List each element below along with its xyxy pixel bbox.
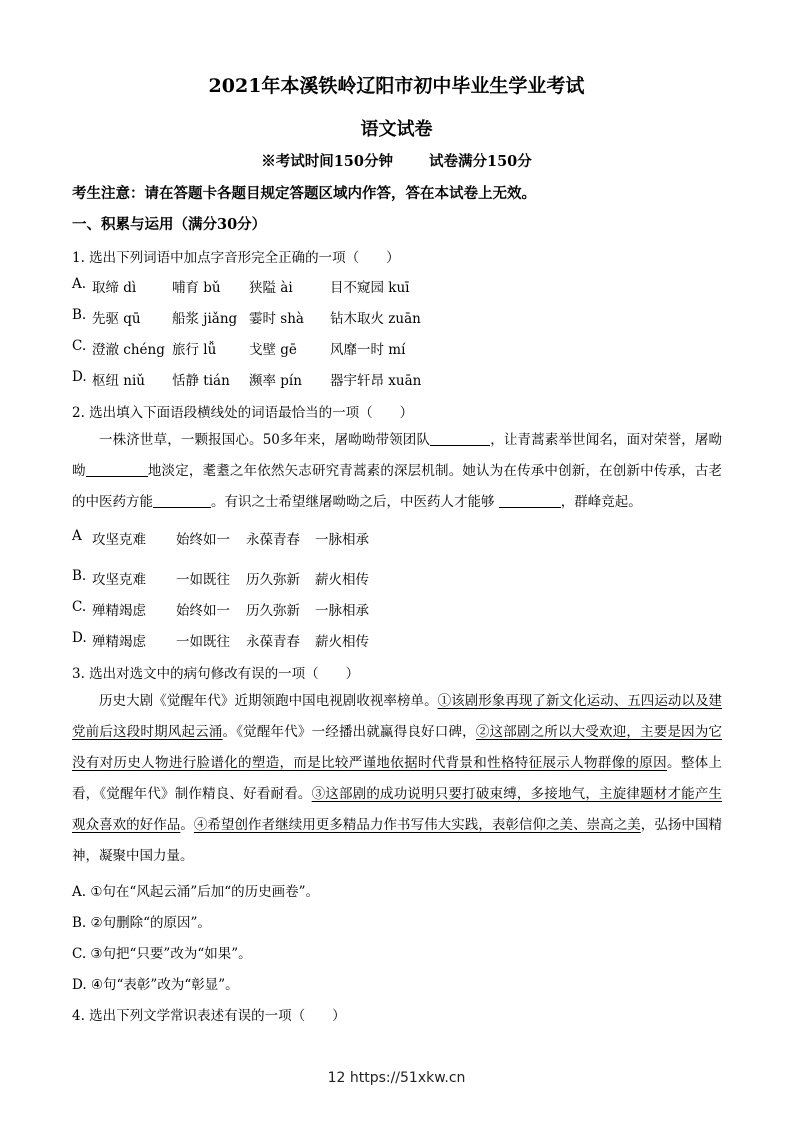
option-word: 霎时 shà bbox=[249, 311, 304, 327]
option-word: 恬静 tián bbox=[172, 373, 230, 389]
exam-title: 2021年本溪铁岭辽阳市初中毕业生学业考试 bbox=[208, 75, 585, 97]
answer-blank-4[interactable] bbox=[499, 493, 561, 508]
q2-option-b[interactable] bbox=[72, 568, 369, 588]
passage-text: 呦呦 bbox=[72, 432, 723, 479]
q3-option-c[interactable]: C. ③句把“只要”改为“如果”。 bbox=[72, 946, 252, 962]
option-word: 狭隘 ài bbox=[249, 280, 293, 296]
option-word: 澄澈 chéng bbox=[92, 342, 165, 358]
option-word: 始终如一 bbox=[176, 603, 230, 619]
option-word: 殚精竭虑 bbox=[92, 634, 146, 650]
q2-stem: 2. 选出填入下面语段横线处的词语最恰当的一项（ ） bbox=[72, 405, 414, 421]
q2-option-c[interactable] bbox=[72, 599, 369, 619]
option-label: B. bbox=[72, 307, 87, 323]
page-footer: 12 https://51xkw.cn bbox=[327, 1070, 466, 1086]
option-word: 风靡一时 mí bbox=[330, 342, 406, 358]
passage-text: 。整体上看，《觉醒年代》制作精良、好看耐看。 bbox=[72, 755, 723, 802]
q1-option-d[interactable] bbox=[72, 369, 422, 389]
q3-option-b[interactable]: B. ②句删除“的原因”。 bbox=[72, 915, 211, 931]
passage-text: 一株济世草，一颗报国心。50多年来，屠呦呦带领团队 bbox=[99, 432, 431, 448]
passage-text: 地淡定，耄耋之年依然矢志研究青蒿素的深层机制。她认为在传承中创新，在创新中传承， bbox=[147, 463, 695, 479]
option-word: 历久弥新 bbox=[246, 603, 300, 619]
q3-stem: 3. 选出对选文中的病句修改有误的一项（ ） bbox=[72, 666, 360, 682]
q1-option-c[interactable] bbox=[72, 338, 406, 358]
passage-text: ，让青蒿素举世闻名，面对荣誉，屠 bbox=[490, 432, 709, 448]
exam-score: 试卷满分150分 bbox=[429, 153, 532, 170]
option-word: 船浆 jiǎng bbox=[172, 311, 238, 327]
option-word: 始终如一 bbox=[176, 532, 230, 548]
option-label: A bbox=[72, 528, 82, 544]
sentence-1: ①该剧形象再现了新文化运动、五四运动以及建党前后这段时期风起云涌 bbox=[72, 693, 723, 740]
option-word: 哺育 bǔ bbox=[172, 280, 221, 296]
answer-blank-3[interactable] bbox=[153, 493, 211, 508]
option-word: 旅行 lǚ bbox=[172, 342, 217, 358]
option-label: A. bbox=[72, 276, 87, 292]
option-word: 攻坚克难 bbox=[92, 532, 146, 548]
option-label: D. bbox=[72, 630, 87, 646]
option-word: 一如既往 bbox=[176, 634, 230, 650]
option-label: C. bbox=[72, 338, 87, 354]
passage-text: 。 bbox=[180, 817, 194, 833]
sentence-2: ②这部剧之所以大受欢迎，主要是因为它没有对历史人物进行脸谱化的塑造，而是比较严谨地依据时代背景和性格特征展示人物群像的原因 bbox=[72, 724, 723, 771]
q2-option-d[interactable] bbox=[72, 630, 369, 650]
passage-text: 。有识之士希望继屠呦呦之后，中医药人才能够 bbox=[211, 494, 495, 510]
exam-time: ※考试时间150分钟 bbox=[261, 153, 393, 170]
passage-text: 历史大剧《觉醒年代》近期领跑中国电视剧收视率榜单。 bbox=[99, 693, 438, 709]
passage-text: 古老的中医药方能 bbox=[72, 463, 723, 510]
option-word: 目不窥园 kuī bbox=[330, 280, 410, 296]
q3-passage bbox=[72, 686, 722, 872]
option-word: 一脉相承 bbox=[315, 532, 369, 548]
option-word: 钻木取火 zuān bbox=[330, 311, 421, 327]
q3-option-d[interactable]: D. ④句“表彰”改为“彰显”。 bbox=[72, 977, 239, 993]
passage-text: ，群峰竞起。 bbox=[560, 494, 642, 510]
option-word: 历久弥新 bbox=[246, 572, 300, 588]
option-word: 戈壁 gē bbox=[249, 342, 297, 358]
option-word: 薪火相传 bbox=[315, 572, 369, 588]
option-word: 濒率 pín bbox=[249, 373, 302, 389]
option-word: 攻坚克难 bbox=[92, 572, 146, 588]
passage-text: 。《觉醒年代》一经播出就赢得良好口碑， bbox=[222, 724, 476, 740]
q3-option-a[interactable]: A. ①句在“风起云涌”后加“的历史画卷”。 bbox=[72, 884, 320, 900]
exam-subtitle: 语文试卷 bbox=[360, 119, 433, 140]
option-word: 器宇轩昂 xuān bbox=[330, 373, 422, 389]
option-word: 一如既往 bbox=[176, 572, 230, 588]
sentence-4: ④希望创作者继续用更多精品力作书写伟大实践，表彰信仰之美、崇高之美 bbox=[193, 817, 641, 833]
q2-option-a[interactable] bbox=[72, 528, 369, 548]
exam-info bbox=[0, 150, 793, 171]
option-word: 永葆青春 bbox=[246, 634, 300, 650]
option-word: 永葆青春 bbox=[246, 532, 300, 548]
option-word: 枢纽 niǔ bbox=[92, 373, 145, 389]
q1-option-b[interactable] bbox=[72, 307, 421, 327]
option-label: B. bbox=[72, 568, 87, 584]
option-word: 先驱 qū bbox=[92, 311, 141, 327]
notice: 考生注意：请在答题卡各题目规定答题区域内作答，答在本试卷上无效。 bbox=[72, 185, 536, 202]
answer-blank-2[interactable] bbox=[86, 462, 148, 477]
q1-stem: 1. 选出下列词语中加点字音形完全正确的一项（ ） bbox=[72, 250, 400, 266]
option-word: 一脉相承 bbox=[315, 603, 369, 619]
option-word: 殚精竭虑 bbox=[92, 603, 146, 619]
option-label: C. bbox=[72, 599, 87, 615]
option-word: 取缔 dì bbox=[92, 280, 137, 296]
answer-blank-1[interactable] bbox=[430, 431, 490, 446]
q1-option-a[interactable] bbox=[72, 276, 410, 296]
option-label: D. bbox=[72, 369, 87, 385]
q4-stem: 4. 选出下列文学常识表述有误的一项（ ） bbox=[72, 1008, 346, 1024]
option-word: 薪火相传 bbox=[315, 634, 369, 650]
q2-passage bbox=[72, 425, 722, 518]
passage-text: ，弘扬中国精神，凝聚中国力量。 bbox=[72, 817, 723, 864]
sentence-3: ③这部剧的成功说明只要打破束缚，多接地气，主旋律题材才能产生观众喜欢的好作品 bbox=[72, 786, 723, 833]
section-heading-1: 一、积累与运用（满分30分） bbox=[72, 216, 267, 233]
